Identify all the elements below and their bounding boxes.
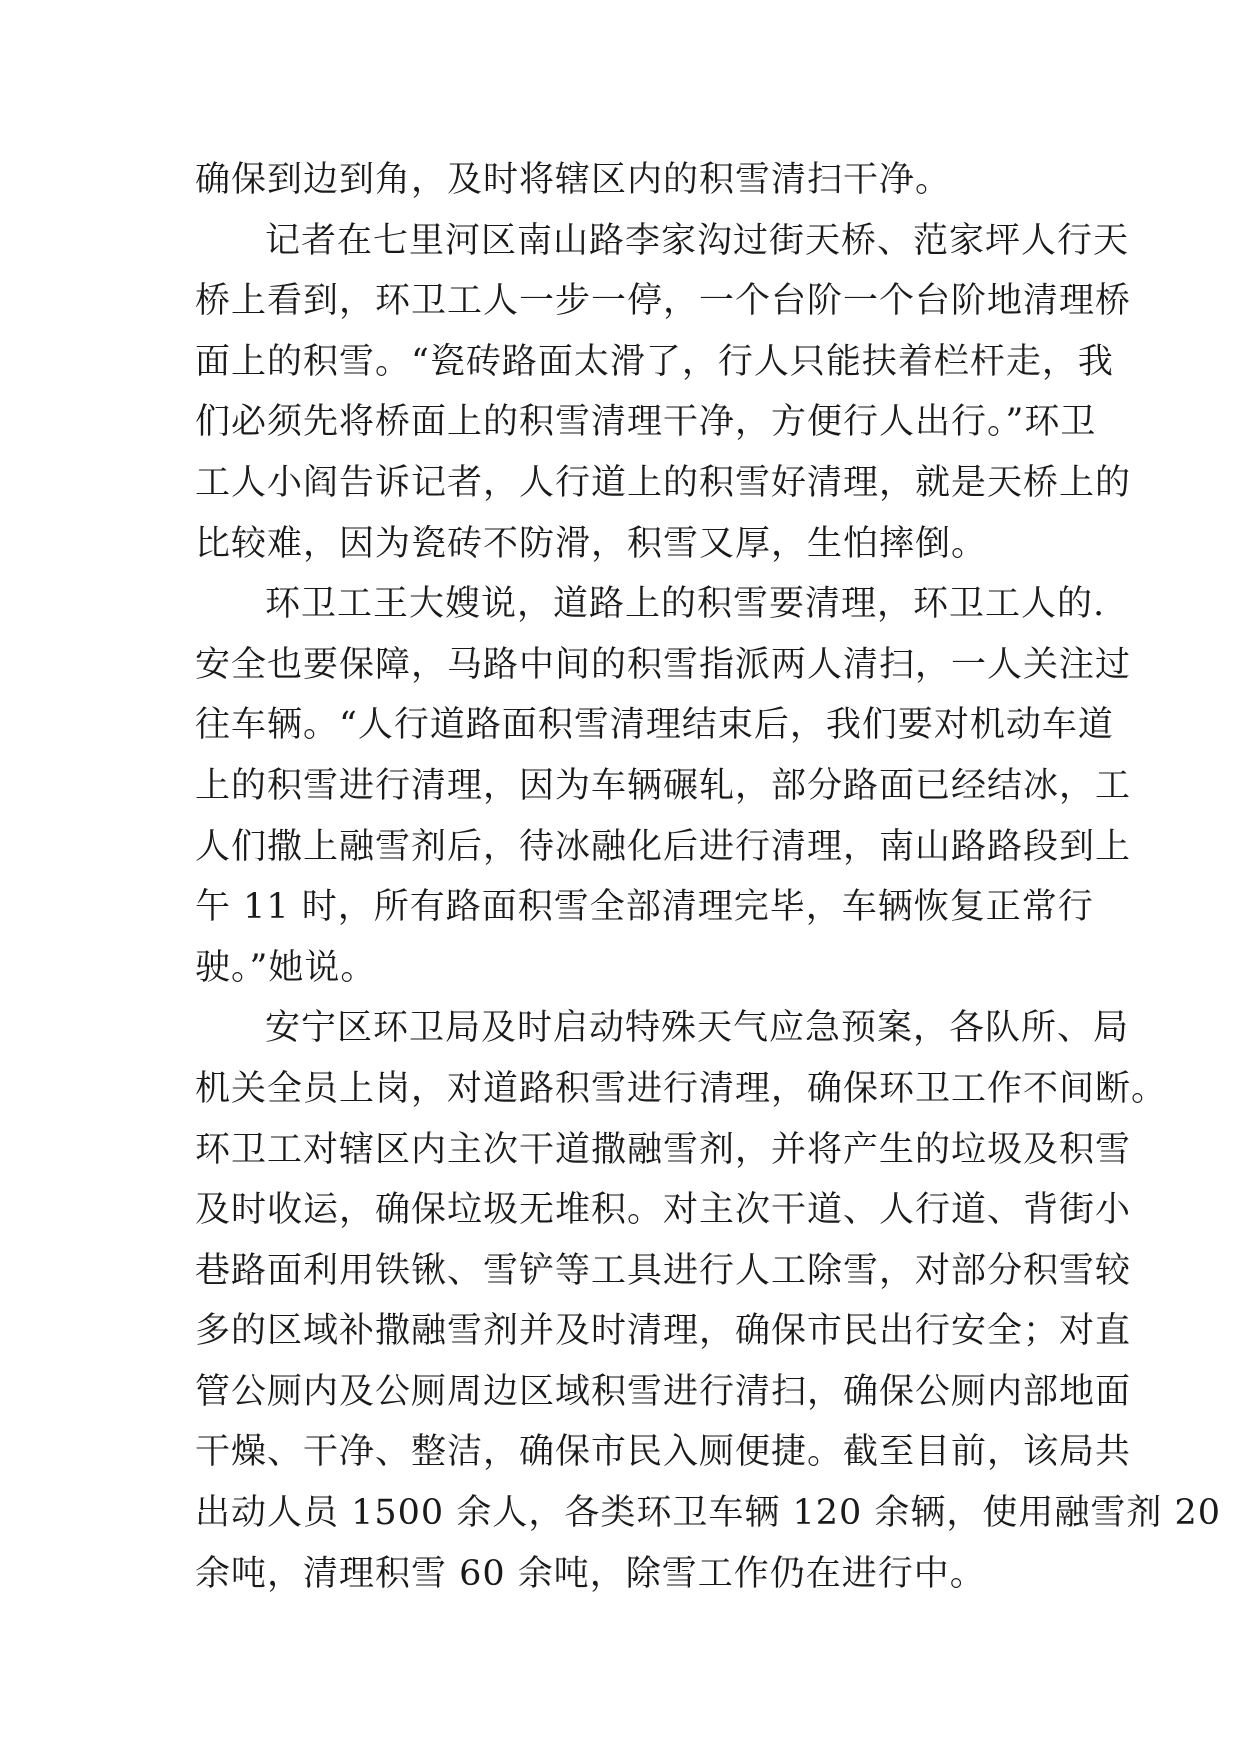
- text-line: 出动人员 1500 余人，各类环卫车辆 120 余辆，使用融雪剂 20: [195, 1493, 1222, 1534]
- paragraph: [195, 574, 1132, 998]
- text-line: 驶。”她说。: [195, 947, 377, 988]
- text-line: 上的积雪进行清理，因为车辆碾轧，部分路面已经结冰，工: [195, 765, 1132, 806]
- text-line: 比较难，因为瓷砖不防滑，积雪又厚，生怕摔倒。: [195, 523, 988, 564]
- text-line: 多的区域补撒融雪剂并及时清理，确保市民出行安全；对直: [195, 1311, 1132, 1352]
- paragraph: [195, 998, 1222, 1604]
- paragraph: [195, 211, 1132, 575]
- text-line: 安宁区环卫局及时启动特殊天气应急预案，各队所、局: [265, 1008, 1130, 1049]
- text-line: 工人小阎告诉记者，人行道上的积雪好清理，就是天桥上的: [195, 462, 1132, 503]
- text-line: 机关全员上岗，对道路积雪进行清理，确保环卫工作不间断。: [195, 1068, 1168, 1109]
- text-line: 面上的积雪。“瓷砖路面太滑了，行人只能扶着栏杆走，我: [195, 341, 1114, 382]
- text-line: 人们撒上融雪剂后，待冰融化后进行清理，南山路路段到上: [195, 826, 1132, 867]
- text-line: 环卫工对辖区内主次干道撒融雪剂，并将产生的垃圾及积雪: [195, 1129, 1132, 1170]
- text-line: 环卫工王大嫂说，道路上的积雪要清理，环卫工人的.: [265, 584, 1106, 625]
- text-line: 安全也要保障，马路中间的积雪指派两人清扫，一人关注过: [195, 644, 1132, 685]
- text-line: 桥上看到，环卫工人一步一停，一个台阶一个台阶地清理桥: [195, 281, 1132, 322]
- paragraph: [195, 150, 1045, 211]
- text-line: 及时收运，确保垃圾无堆积。对主次干道、人行道、背街小: [195, 1190, 1132, 1231]
- text-line: 午 11 时，所有路面积雪全部清理完毕，车辆恢复正常行: [195, 887, 1094, 928]
- text-line: 巷路面利用铁锹、雪铲等工具进行人工除雪，对部分积雪较: [195, 1250, 1132, 1291]
- text-line: 们必须先将桥面上的积雪清理干净，方便行人出行。”环卫: [195, 402, 1097, 443]
- text-line: 余吨，清理积雪 60 余吨，除雪工作仍在进行中。: [195, 1553, 986, 1594]
- text-line: 记者在七里河区南山路李家沟过街天桥、范家坪人行天: [265, 220, 1130, 261]
- text-line: 确保到边到角，及时将辖区内的积雪清扫干净。: [195, 160, 952, 200]
- article-body: [195, 150, 1222, 1604]
- text-line: 管公厕内及公厕周边区域积雪进行清扫，确保公厕内部地面: [195, 1371, 1132, 1412]
- text-line: 往车辆。“人行道路面积雪清理结束后，我们要对机动车道: [195, 705, 1114, 746]
- text-line: 干燥、干净、整洁，确保市民入厕便捷。截至目前，该局共: [195, 1432, 1132, 1473]
